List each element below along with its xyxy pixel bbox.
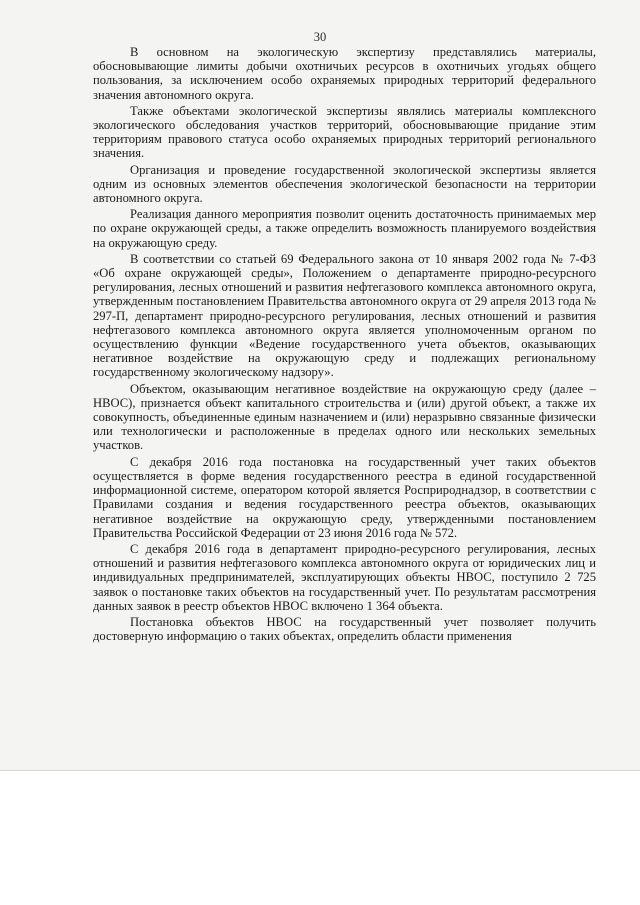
paragraph: С декабря 2016 года постановка на государственный учет таких объектов осуществляется в форме ведения государственного реестра в единой государственной информационной системе, оператором которой является Росприроднадзор, в соответствии с Правилами создания и ведения государственного реестра объектов, оказывающих негативное воздействие на окружающую среду, утвержденными постановлением Правительства Российской Федерации от 23 июня 2016 года № 572. bbox=[93, 454, 596, 540]
paragraph: Также объектами экологической экспертизы являлись материалы комплексного экологического обследования участков территорий, обосновывающие придание этим территориям правового статуса особо охраняемых природных территорий регионального значения. bbox=[93, 103, 596, 161]
paragraph: Постановка объектов НВОС на государственный учет позволяет получить достоверную информацию о таких объектах, определить области применения bbox=[93, 614, 596, 644]
paragraph: В основном на экологическую экспертизу представлялись материалы, обосновывающие лимиты добычи охотничьих ресурсов в охотничьих угодьях общего пользования, за исключением особо охраняемых природных территорий федерального значения автономного округа. bbox=[93, 45, 596, 102]
paragraph: Реализация данного мероприятия позволит оценить достаточность принимаемых мер по охране окружающей среды, а также определить возможность планируемого воздействия на окружающую среду. bbox=[93, 207, 596, 250]
paragraph: Организация и проведение государственной экологической экспертизы является одним из основных элементов обеспечения экологической безопасности на территории автономного округа. bbox=[93, 162, 596, 206]
paragraph: В соответствии со статьей 69 Федерального закона от 10 января 2002 года № 7-ФЗ «Об охране окружающей среды», Положением о департаменте природно-ресурсного регулирования, лесных отношений и развития нефтегазового комплекса автономного округа, утвержденным постановлением Правительства автономного округа от 29 апреля 2013 года № 297-П, департамент природно-ресурсного регулирования, лесных отношений и развития нефтегазового комплекса автономного округа является уполномоченным органом по осуществлению функции «Ведение государственного учета объектов, оказывающих негативное воздействие на окружающую среду и подлежащих региональному государственному экологическому надзору». bbox=[93, 251, 596, 380]
paragraph: Объектом, оказывающим негативное воздействие на окружающую среду (далее – НВОС), признается объект капитального строительства и (или) другой объект, а также их совокупность, объединенные единым назначением и (или) неразрывно связанные физически или технологически и расположенные в пределах одного или нескольких земельных участков. bbox=[93, 381, 596, 453]
document-body bbox=[93, 45, 596, 645]
page-number: 30 bbox=[313, 30, 327, 44]
paragraph: С декабря 2016 года в департамент природно-ресурсного регулирования, лесных отношений и развития нефтегазового комплекса автономного округа от юридических лиц и индивидуальных предпринимателей, эксплуатирующих объекты НВОС, поступило 2 725 заявок о постановке таких объектов на государственный учет. По результатам рассмотрения данных заявок в реестр объектов НВОС включено 1 364 объекта. bbox=[93, 541, 596, 613]
